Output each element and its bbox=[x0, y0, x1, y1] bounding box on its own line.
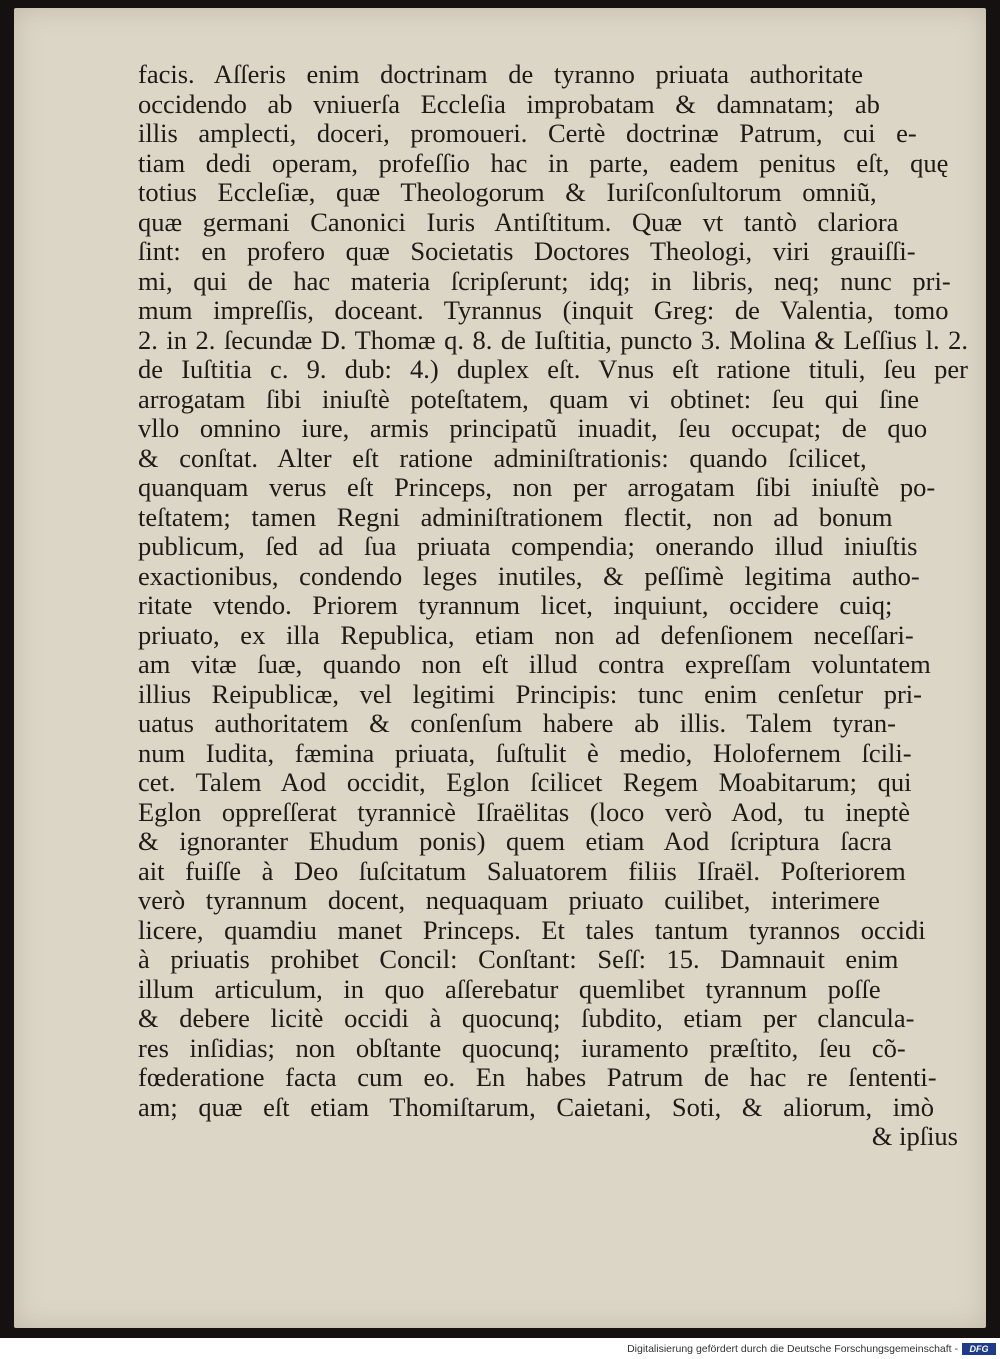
text-line: facis. Aſſeris enim doctrinam de tyranno priuata authoritate bbox=[138, 60, 863, 89]
text-line: quæ germani Canonici Iuris Antiſtitum. Quæ vt tantò clariora bbox=[138, 207, 899, 237]
text-line: vllo omnino iure, armis principatũ inuadit, ſeu occupat; de quo bbox=[138, 414, 928, 443]
text-line: Eglon oppreſſerat tyrannicè Iſraëlitas (loco verò Aod, tu ineptè bbox=[138, 797, 911, 827]
text-line: uatus authoritatem & conſenſum habere ab illis. Talem tyran- bbox=[138, 709, 896, 738]
digitization-credit: Digitalisierung gefördert durch die Deutsche Forschungsgemeinschaft - bbox=[627, 1343, 958, 1355]
text-line: arrogatam ſibi iniuſtè poteſtatem, quam vi obtinet: ſeu qui ſine bbox=[138, 384, 919, 414]
text-line: mum impreſſis, doceant. Tyrannus (inquit Greg: de Valentia, tomo bbox=[138, 296, 949, 325]
text-line: quanquam verus eſt Princeps, non per arrogatam ſibi iniuſtè po- bbox=[138, 473, 936, 502]
text-line: illius Reipublicæ, vel legitimi Principis: tunc enim cenſetur pri- bbox=[138, 679, 922, 709]
book-page bbox=[14, 8, 986, 1328]
text-line: & ignoranter Ehudum ponis) quem etiam Aod ſcriptura ſacra bbox=[138, 827, 892, 856]
text-line: & conſtat. Alter eſt ratione adminiſtrationis: quando ſcilicet, bbox=[138, 443, 867, 473]
text-line: ritate vtendo. Priorem tyrannum licet, inquiunt, occidere cuiq; bbox=[138, 591, 893, 620]
text-line: publicum, ſed ad ſua priuata compendia; onerando illud iniuſtis bbox=[138, 532, 918, 561]
text-line: verò tyrannum docent, nequaquam priuato cuilibet, interimere bbox=[138, 886, 880, 915]
dfg-logo: DFG bbox=[962, 1343, 996, 1355]
text-line: mi, qui de hac materia ſcripſerunt; idq; in libris, neq; nunc pri- bbox=[138, 266, 951, 296]
text-line: res inſidias; non obſtante quocunq; iuramento præſtito, ſeu cõ- bbox=[138, 1033, 906, 1063]
text-line: am; quæ eſt etiam Thomiſtarum, Caietani, Soti, & aliorum, imò bbox=[138, 1092, 935, 1122]
text-line: teſtatem; tamen Regni adminiſtrationem flectit, non ad bonum bbox=[138, 502, 893, 532]
text-line: ait fuiſſe à Deo ſuſcitatum Saluatorem filiis Iſraël. Poſteriorem bbox=[138, 856, 906, 886]
text-line: priuato, ex illa Republica, etiam non ad defenſionem neceſſari- bbox=[138, 620, 914, 650]
text-line: occidendo ab vniuerſa Eccleſia improbatam & damnatam; ab bbox=[138, 89, 880, 119]
text-line: totius Eccleſiæ, quæ Theologorum & Iuriſconſultorum omniũ, bbox=[138, 178, 877, 207]
text-line: ſint: en profero quæ Societatis Doctores Theologi, viri grauiſſi- bbox=[138, 237, 916, 266]
text-line: illis amplecti, doceri, promoueri. Certè doctrinæ Patrum, cui e- bbox=[138, 119, 917, 148]
text-line: & debere licitè occidi à quocunq; ſubdito, etiam per clancula- bbox=[138, 1004, 915, 1033]
text-line: fœderatione facta cum eo. En habes Patrum de hac re ſententi- bbox=[138, 1063, 937, 1092]
text-line: à priuatis prohibet Concil: Conſtant: Seſſ: 15. Damnauit enim bbox=[138, 945, 899, 974]
catchword: & ipſius bbox=[871, 1122, 958, 1151]
text-line: am vitæ ſuæ, quando non eſt illud contra expreſſam voluntatem bbox=[138, 650, 931, 679]
text-line: tiam dedi operam, profeſſio hac in parte, eadem penitus eſt, quę bbox=[138, 148, 949, 178]
text-line: exactionibus, condendo leges inutiles, & peſſimè legitima autho- bbox=[138, 561, 920, 591]
text-line: 2. in 2. ſecundæ D. Thomæ q. 8. de Iuſtitia, puncto 3. Molina & Leſſius l. 2. bbox=[138, 325, 968, 355]
text-line: licere, quamdiu manet Princeps. Et tales tantum tyrannos occidi bbox=[138, 915, 926, 945]
page-text-block bbox=[138, 60, 968, 1152]
text-line: illum articulum, in quo aſſerebatur quemlibet tyrannum poſſe bbox=[138, 974, 881, 1004]
text-line: de Iuſtitia c. 9. dub: 4.) duplex eſt. Vnus eſt ratione tituli, ſeu per bbox=[138, 355, 968, 384]
text-line: cet. Talem Aod occidit, Eglon ſcilicet Regem Moabitarum; qui bbox=[138, 768, 912, 797]
text-line: num Iudita, fæmina priuata, ſuſtulit è medio, Holofernem ſcili- bbox=[138, 738, 912, 768]
